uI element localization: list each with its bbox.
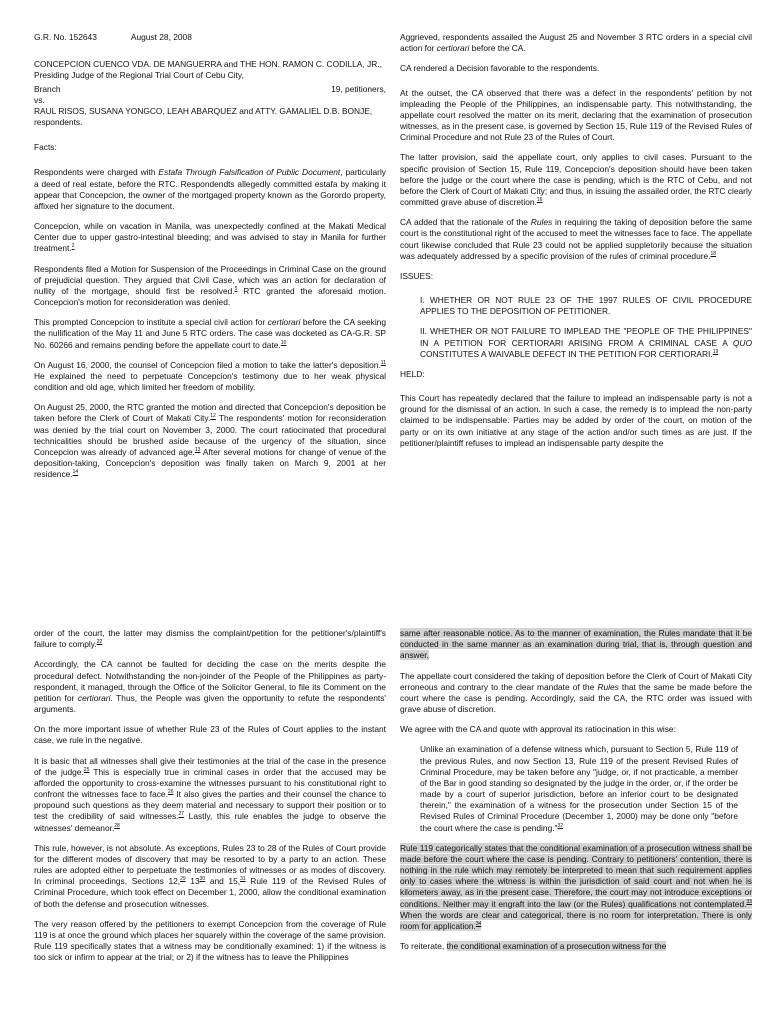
issue-item: I. WHETHER OR NOT RULE 23 OF THE 1997 RULES OF CIVIL PROCEDURE APPLIES TO THE DEPOSITION OF PETITIONER. (420, 295, 752, 317)
document-page-2 (0, 624, 768, 1024)
footnote-ref: 31 (240, 876, 246, 883)
paragraph: On August 16, 2000, the counsel of Concepcion filed a motion to take the latter's deposition.$^{11}$ He explained the need to perpetuate Concepcion's testimony due to her weak physical condition and old age, which limited her freedom of mobility. (34, 359, 386, 393)
caption-branch-row: Branch 19, petitioners, (34, 83, 386, 94)
footnote-ref: 5 (234, 286, 238, 293)
case-caption: CONCEPCION CUENCO VDA. DE MANGUERRA and THE HON. RAMON C. CODILLA, JR., Presiding Judge of the Regional Trial Court of Cebu City, (34, 59, 382, 81)
paragraph: The latter provision, said the appellate court, only applies to civil cases. Pursuant to the specific provision of Section 15, Rule 119, Concepcion's deposition should have been taken before the judge or the court where the case is pending, which is the RTC of Cebu, and not before the Clerk of Court of Makati City; and thus, in issuing the assailed order, the RTC clearly committed grave abuse of discretion.$^{16}$ (400, 152, 752, 208)
caption-vs: vs. (34, 94, 45, 105)
footnote-ref: 32 (557, 822, 564, 829)
footnote-ref: 30 (199, 876, 206, 883)
page2-left-column (34, 628, 386, 972)
footnote-ref: 12 (210, 413, 216, 420)
footnote-ref: 2 (71, 243, 75, 250)
paragraph: Concepcion, while on vacation in Manila, was unexpectedly confined at the Makati Medical Center due to upper gastro-intestinal bleeding; and was advised to stay in Manila for further treatment.$^2$ (34, 221, 386, 254)
paragraph: CA added that the rationale of the Rules in requiring the taking of deposition before the same court is the constitutional right of the accused to meet the witnesses face to face. The appellate court likewise concluded that Rule 23 could not be applied suppletorily because the situation was adequately addressed by a specific provision of the rules of criminal procedure.$^{18}$ (400, 217, 752, 261)
paragraph: order of the court, the latter may dismiss the complaint/petition for the petitioner's/plaintiff's failure to comply.$^{22}$ (34, 628, 386, 650)
footnote-ref: 11 (380, 359, 386, 366)
footnote-ref: 33 (746, 898, 752, 905)
case-header (34, 32, 386, 43)
footnote-ref: 34 (475, 921, 482, 928)
page2-right-column (400, 628, 752, 961)
paragraph: Respondents filed a Motion for Suspension of the Proceedings in Criminal Case on the ground of prejudicial question. They argued that Civil Case, which was an action for declaration of nullity of the mortgage, should first be resolved.$^5$ RTC granted the aforesaid motion. Concepcion's motion for reconsideration was denied. (34, 263, 386, 308)
paragraph: CA rendered a Decision favorable to the respondents. (400, 63, 600, 74)
paragraph: On the more important issue of whether Rule 23 of the Rules of Court applies to the instant case, we rule in the negative. (34, 724, 386, 746)
decision-date: August 28, 2008 (130, 32, 192, 42)
footnote-ref: 19 (712, 348, 719, 355)
footnote-ref: 18 (710, 250, 717, 257)
paragraph: This Court has repeatedly declared that the failure to implead an indispensable party is not a ground for the dismissal of an action. In such a case, the remedy is to implead the non-party claimed to be indispensable. Parties may be added by order of the court, on motion of the party or on its own initiative at any stage of the action and/or such times as are just. If the petitioner/plaintiff refuses to implead an indispensable party despite the (400, 393, 752, 448)
paragraph-highlighted: same after reasonable notice. As to the manner of examination, the Rules mandate that it be conducted in the same manner as an examination during trial, that is, through question and answer. (400, 628, 752, 661)
caption-respondents: RAUL RISOS, SUSANA YONGCO, LEAH ABARQUEZ and ATTY. GAMALIEL D.B. BONJE, respondents. (34, 105, 373, 128)
paragraph: It is basic that all witnesses shall give their testimonies at the trial of the case in the presence of the judge.$^{25}$ This is especially true in criminal cases in order that the accused may be afforded the opportunity to cross-examine the witnesses pursuant to his constitutional right to confront the witnesses face to face.$^{26}$ It also gives the parties and their counsel the chance to propound such questions as they deem material and necessary to support their position or to test the credibility of said witnesses.$^{27}$ Lastly, this rule enables the judge to observe the witnesses' demeanor.$^{28}$ (34, 755, 386, 833)
paragraph: We agree with the CA and quote with approval its ratiocination in this wise: (400, 724, 676, 735)
footnote-ref: 27 (178, 811, 185, 818)
issue-item: II. WHETHER OR NOT FAILURE TO IMPLEAD THE "PEOPLE OF THE PHILIPPINES" IN A PETITION FOR CERTIORARI ARISING FROM A CRIMINAL CASE A QUO CONSTITUTES A WAIVABLE DEFECT IN THE PETITION FOR CERTIORARI.$^{19}$ (420, 326, 752, 359)
facts-heading: Facts: (34, 142, 57, 153)
footnote-ref: 16 (536, 197, 543, 204)
paragraph: Accordingly, the CA cannot be faulted for deciding the case on the merits despite the procedural defect. Notwithstanding the non-joinder of the People of the Philippines as party-respondent, it managed, through the Office of the Solicitor General, to file its Comment on the petition for certiorari. Thus, the People was given the opportunity to refute the respondents' arguments. (34, 659, 387, 715)
block-quote: Unlike an examination of a defense witness which, pursuant to Section 5, Rule 119 of the previous Rules, and now Section 13, Rule 119 of the present Revised Rules of Criminal Procedure, may be taken before any "judge, or, if not practicable, a member of the Bar in good standing so designated by the judge in the order, or, if the order be made by a court of superior jurisdiction, before an inferior court to be designated therein," the examination of a witness for the prosecution under Section 15 of the Revised Rules of Criminal Procedure (December 1, 2000) may be done only "before the court where the case is pending."$^{32}$ (420, 744, 738, 833)
footnote-ref: 25 (83, 766, 90, 773)
paragraph: At the outset, the CA observed that there was a defect in the respondents' petition by not impleading the People of the Philippines, an indispensable party. This notwithstanding, the appellate court resolved the matter on its merit, declaring that the examination of prosecution witnesses, as in the present case, is governed by Section 15, Rule 119 of the Revised Rules of Criminal Procedure and not Rule 23 of the Rules of Court. (400, 87, 752, 143)
footnote-ref: 13 (194, 447, 201, 454)
issues-heading: ISSUES: (400, 270, 434, 281)
paragraph: The appellate court considered the taking of deposition before the Clerk of Court of Makati City erroneous and contrary to the clear mandate of the Rules that the same be made before the court where the case is pending. Accordingly, said the CA, the RTC order was issued with grave abuse of discretion. (400, 670, 752, 715)
paragraph: This prompted Concepcion to institute a special civil action for certiorari before the CA seeking the nullification of the May 11 and June 5 RTC orders. The case was docketed as CA-G.R. SP No. 60266 and remains pending before the appellate court to date.$^{10}$ (34, 317, 386, 350)
page1-right-column (400, 32, 752, 458)
held-heading: HELD: (400, 368, 425, 379)
paragraph: To reiterate, the conditional examination of a prosecution witness for the (400, 941, 667, 952)
footnote-ref: 28 (114, 822, 120, 829)
paragraph: On August 25, 2000, the RTC granted the motion and directed that Concepcion's deposition be taken before the Clerk of Court of Makati City.$^{12}$ The respondents' motion for reconsideration was denied by the trial court on November 3, 2000. The court ratiocinated that procedural technicalities should be brushed aside because of the urgency of the situation, since Concepcion was already of advanced age.$^{13}$ After several motions for change of venue of the deposition-taking, Concepcion's deposition was finally taken on March 9, 2001 at her residence.$^{14}$ (34, 402, 386, 480)
footnote-ref: 26 (167, 789, 174, 796)
footnote-ref: 29 (180, 876, 186, 883)
page-separator (0, 604, 768, 624)
footnote-ref: 14 (72, 469, 79, 476)
paragraph: The very reason offered by the petitioners to exempt Concepcion from the coverage of Rule 119 is at once the ground which places her squarely within the coverage of the same provision. Rule 119 specifically states that a witness may be conditionally examined: 1) if the witness is too sick or infirm to appear at the trial; or 2) if the witness has to leave the Philippines (34, 918, 386, 963)
gr-number: G.R. No. 152643 (34, 32, 97, 42)
footnote-ref: 10 (280, 339, 287, 346)
paragraph: This rule, however, is not absolute. As exceptions, Rules 23 to 28 of the Rules of Court provide for the different modes of discovery that may be resorted to by a party to an action. These rules are adopted either to perpetuate the testimonies of witnesses or as modes of discovery. In criminal proceedings, Sections 12,29 $13^{30}$ and 15,31 Rule 119 of the Revised Rules of Criminal Procedure, which took effect on December 1, 2000, allow the conditional examination of both the defense and prosecution witnesses. (34, 842, 386, 909)
footnote-ref: 22 (96, 639, 103, 646)
paragraph: Aggrieved, respondents assailed the August 25 and November 3 RTC orders in a special civil action for certiorari before the CA. (400, 32, 752, 54)
page1-left-column (34, 32, 386, 490)
paragraph: Respondents were charged with Estafa Through Falsification of Public Document, particularly a deed of real estate, before the RTC. Respondendts allegedly committed estafa by making it appear that Concepcion, the owner of the mortgaged property known as the Gorordo property, affixed her signature to the document. (34, 167, 386, 211)
paragraph-highlighted: Rule 119 categorically states that the conditional examination of a prosecution witness shall be made before the court where the case is pending. Contrary to petitioners' contention, there is nothing in the rule which may remotely be interpreted to mean that such requirement applies only to cases where the witness is within the jurisdiction of said court and not when he is kilometers away, as in the present case. Therefore, the court may not introduce exceptions or conditions. Neither may it engraft into the law (or the Rules) qualifications not contemplated.$^{33}$ When the words are clear and categorical, there is no room for interpretation. There is only room for application.$^{34}$ (400, 842, 752, 931)
